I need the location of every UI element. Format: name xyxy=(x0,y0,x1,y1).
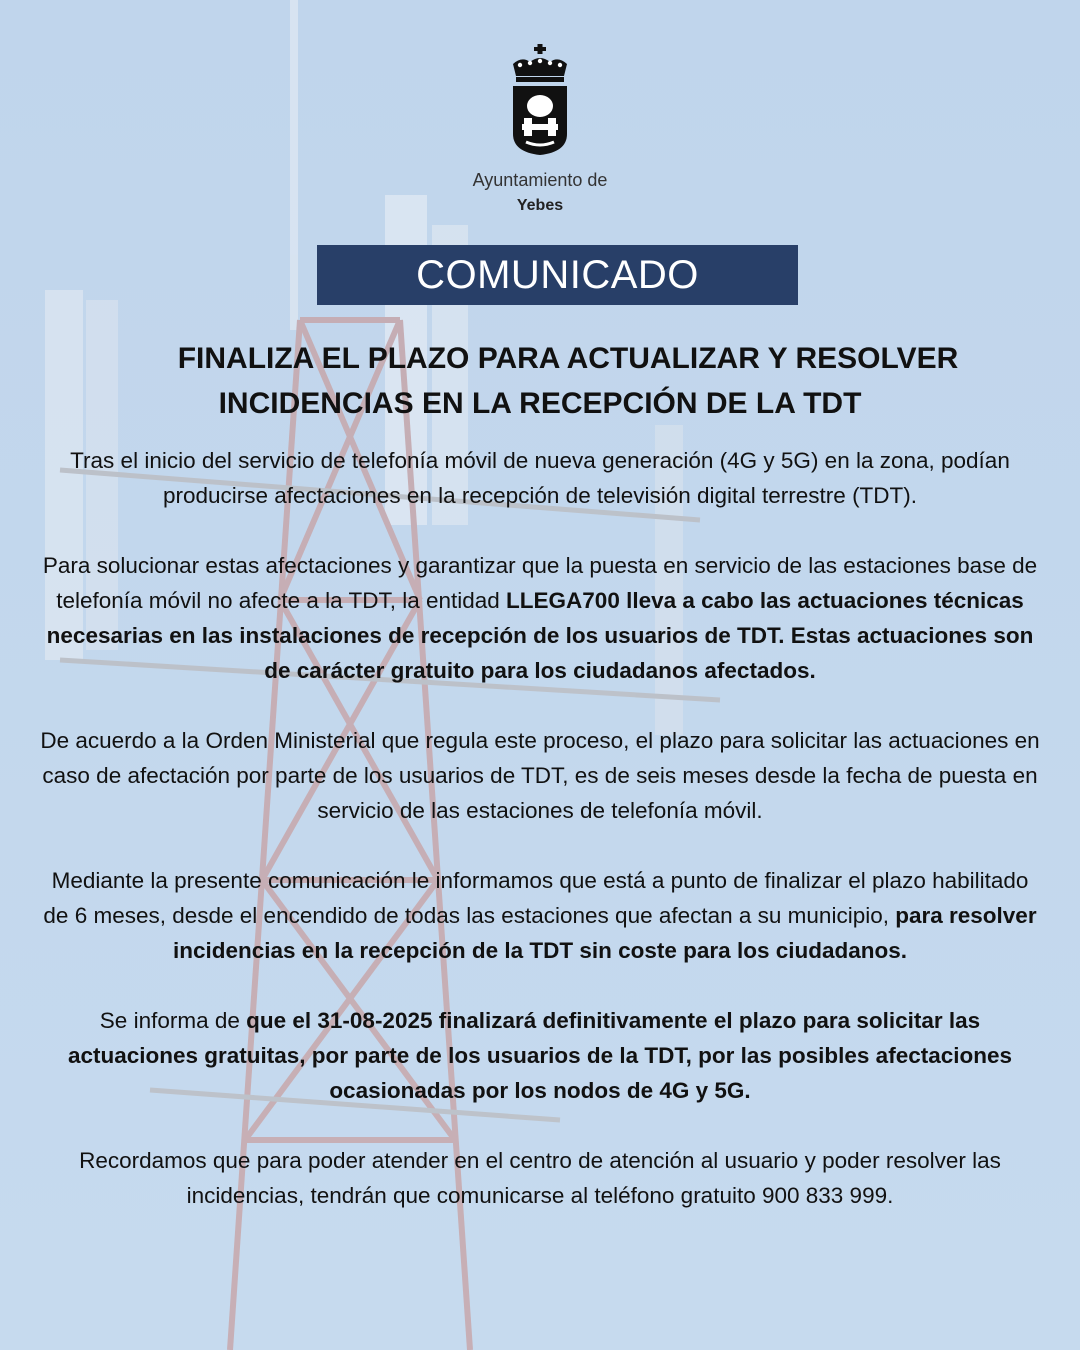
paragraph-4-bold: para resolver incidencias en la recepción de la TDT sin coste para los ciudadanos. xyxy=(173,903,1037,963)
logo-title-line2: Yebes xyxy=(516,197,564,214)
comunicado-banner: COMUNICADO xyxy=(317,245,798,305)
headline-line2: INCIDENCIAS EN LA RECEPCIÓN DE LA TDT xyxy=(218,387,862,420)
paragraph-4 xyxy=(40,863,1040,968)
coat-of-arms-icon xyxy=(510,44,570,156)
notice-headline xyxy=(60,336,1020,426)
paragraph-2-bold: LLEGA700 lleva a cabo las actuaciones técnicas necesarias en las instalaciones de recepción de los usuarios de TDT. Estas actuaciones son de carácter gratuito para los ciudadanos afectados. xyxy=(46,588,1034,683)
headline-line1: FINALIZA EL PLAZO PARA ACTUALIZAR Y RESOLVER xyxy=(177,342,959,375)
paragraph-5-text: Se informa de xyxy=(99,1008,247,1033)
paragraph-5-bold: que el 31-08-2025 finalizará definitivamente el plazo para solicitar las actuaciones gratuitas, por parte de los usuarios de la TDT, por las posibles afectaciones ocasionadas por los nodos de 4G y 5G. xyxy=(67,1008,1013,1103)
paragraph-2-text: Para solucionar estas afectaciones y garantizar que la puesta en servicio de las estaciones base de telefonía móvil no afecte a la TDT, la entidad xyxy=(42,553,1038,613)
paragraph-2 xyxy=(40,548,1040,688)
logo-title-line1: Ayuntamiento de xyxy=(472,170,608,190)
paragraph-4-text: Mediante la presente comunicación le informamos que está a punto de finalizar el plazo habilitado de 6 meses, desde el encendido de todas las estaciones que afectan a su municipio, xyxy=(43,868,1029,928)
paragraph-3: De acuerdo a la Orden Ministerial que regula este proceso, el plazo para solicitar las actuaciones en caso de afectación por parte de los usuarios de TDT, es de seis meses desde la fecha de puesta en servicio de las estaciones de telefonía móvil. xyxy=(40,728,1040,823)
paragraph-1: Tras el inicio del servicio de telefonía móvil de nueva generación (4G y 5G) en la zona, podían producirse afectaciones en la recepción de televisión digital terrestre (TDT). xyxy=(70,448,1010,508)
notice-body xyxy=(40,443,1040,1248)
municipality-logo xyxy=(0,44,1080,215)
paragraph-5 xyxy=(40,1003,1040,1108)
paragraph-6: Recordamos que para poder atender en el centro de atención al usuario y poder resolver las incidencias, tendrán que comunicarse al teléfono gratuito 900 833 999. xyxy=(79,1148,1001,1208)
